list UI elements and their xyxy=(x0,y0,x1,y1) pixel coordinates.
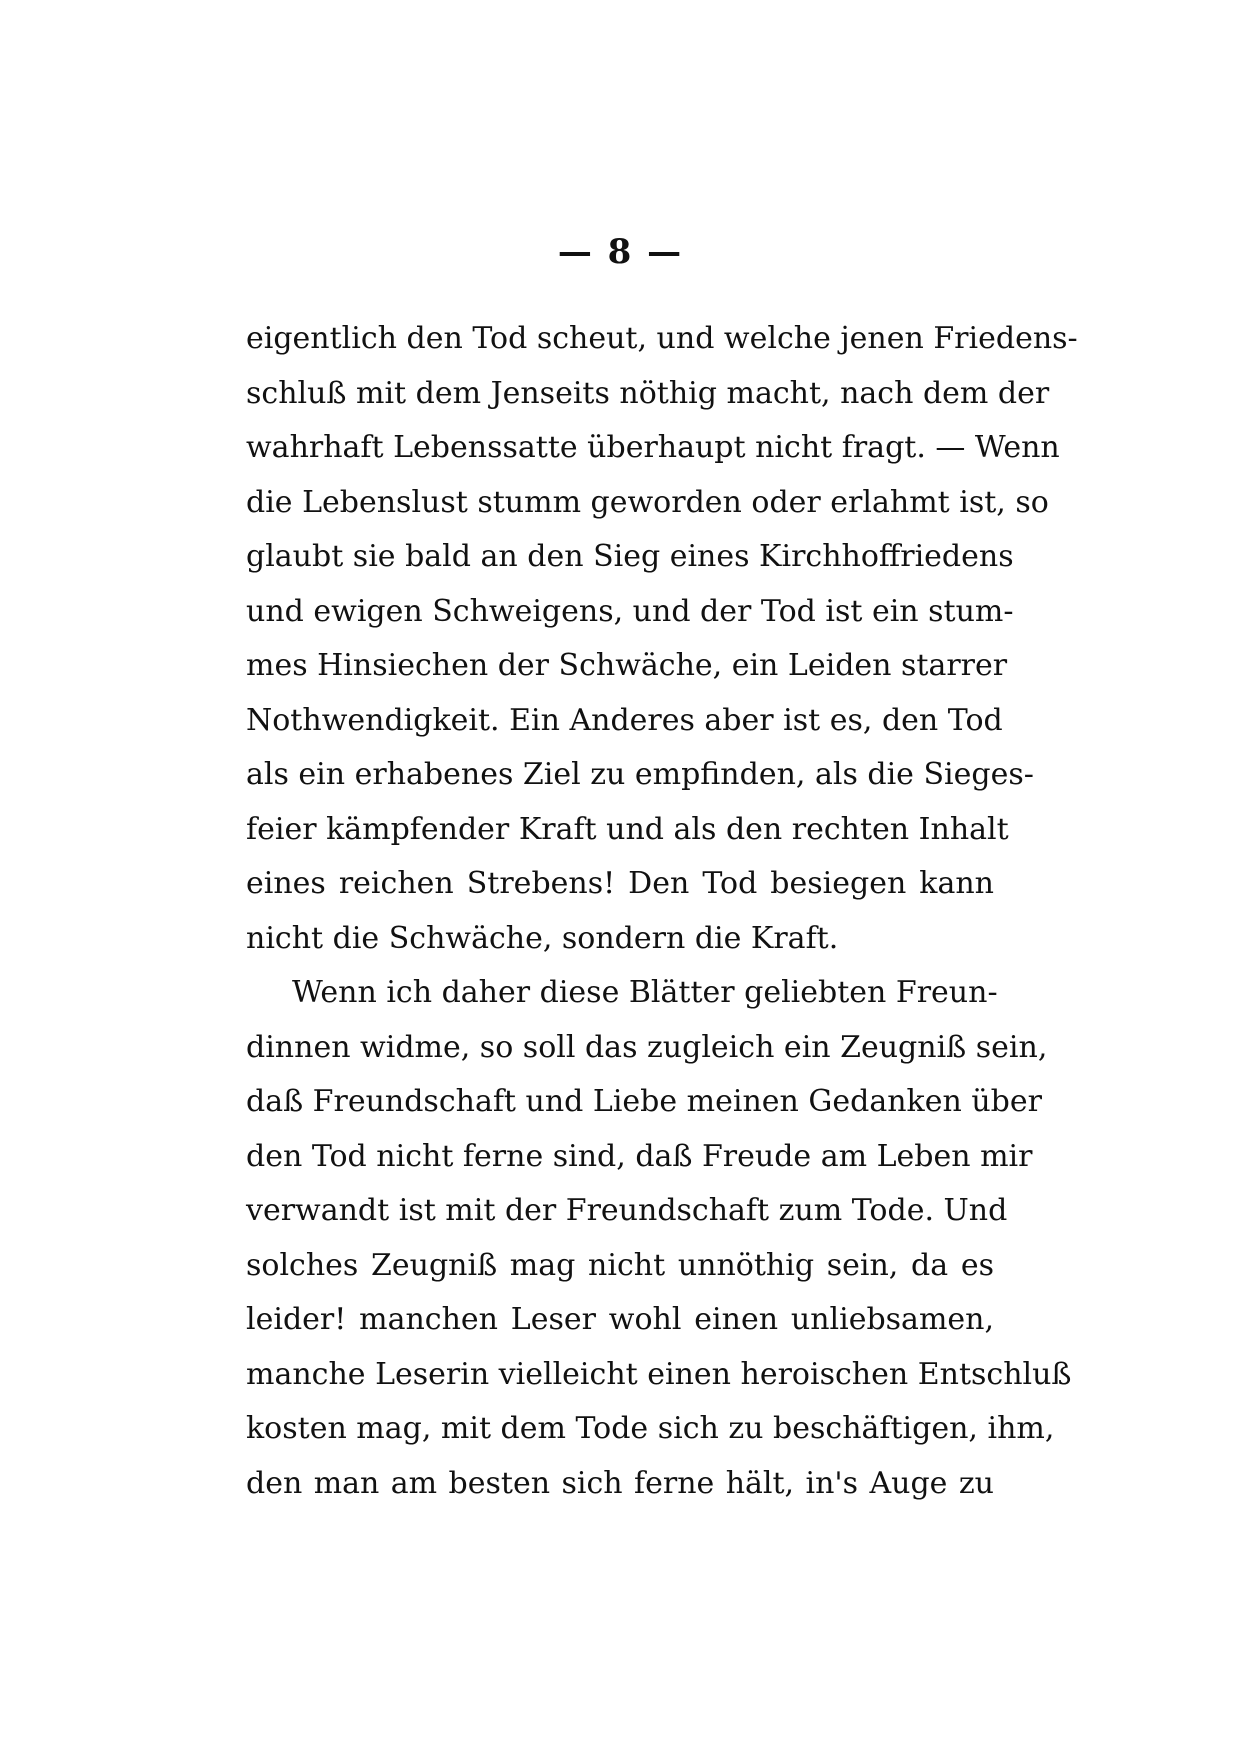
text-line: den man am besten sich ferne hält, in's Auge zu xyxy=(246,1465,994,1501)
text-line: eines reichen Strebens! Den Tod besiegen kann xyxy=(246,866,994,901)
text-line: schluß mit dem Jenseits nöthig macht, nach dem der xyxy=(246,375,1050,411)
text-line: Wenn ich daher diese Blätter geliebten Freun- xyxy=(292,975,998,1010)
text-line: manche Leserin vielleicht einen heroischen Entschluß xyxy=(246,1356,1072,1392)
text-line: feier kämpfender Kraft und als den rechten Inhalt xyxy=(246,811,1009,847)
text-line: kosten mag, mit dem Tode sich zu beschäftigen, ihm, xyxy=(246,1411,1055,1446)
text-line: den Tod nicht ferne sind, daß Freude am Leben mir xyxy=(246,1138,1033,1174)
text-line: die Lebenslust stumm geworden oder erlahmt ist, so xyxy=(246,484,1049,520)
page-number: — 8 — xyxy=(557,232,684,272)
text-line: leider! manchen Leser wohl einen unliebsamen, xyxy=(246,1302,994,1337)
text-line: verwandt ist mit der Freundschaft zum Tode. Und xyxy=(246,1193,1008,1228)
text-line: Nothwendigkeit. Ein Anderes aber ist es, den Tod xyxy=(246,702,1003,738)
text-line: solches Zeugniß mag nicht unnöthig sein, da es xyxy=(246,1247,994,1283)
text-line: nicht die Schwäche, sondern die Kraft. xyxy=(246,920,839,956)
text-line: und ewigen Schweigens, und der Tod ist ein stum- xyxy=(246,593,1014,629)
text-line: glaubt sie bald an den Sieg eines Kirchhoffriedens xyxy=(246,539,1014,574)
text-line: als ein erhabenes Ziel zu empfinden, als die Sieges- xyxy=(246,757,1034,792)
text-line: eigentlich den Tod scheut, und welche jenen Friedens- xyxy=(246,321,1078,356)
text-line: daß Freundschaft und Liebe meinen Gedanken über xyxy=(246,1084,1042,1119)
body-text xyxy=(246,312,1078,1511)
text-line: wahrhaft Lebenssatte überhaupt nicht fragt. — Wenn xyxy=(246,430,1060,465)
text-line: mes Hinsiechen der Schwäche, ein Leiden starrer xyxy=(246,648,1008,683)
text-line: dinnen widme, so soll das zugleich ein Zeugniß sein, xyxy=(246,1029,1048,1065)
